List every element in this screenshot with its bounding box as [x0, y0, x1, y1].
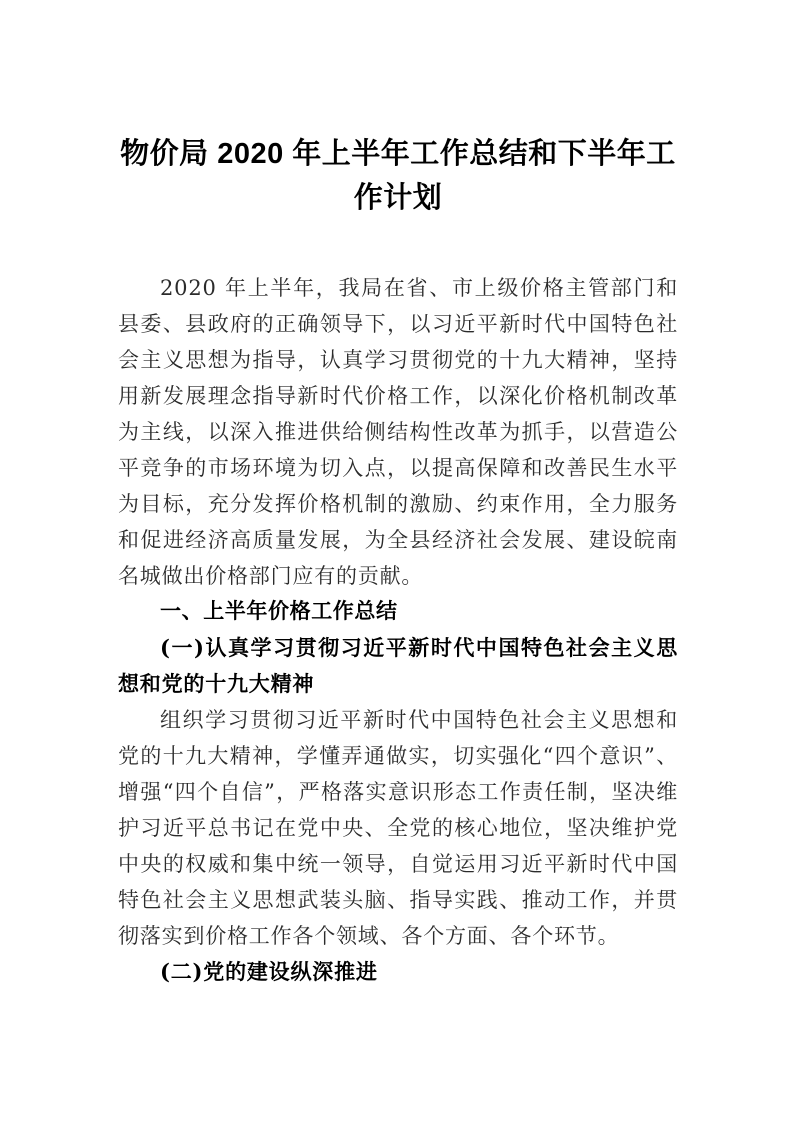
subsection-heading-1: (一)认真学习贯彻习近平新时代中国特色社会主义思想和党的十九大精神 — [118, 635, 678, 696]
subsection-1-body: 组织学习贯彻习近平新时代中国特色社会主义思想和党的十九大精神，学懂弄通做实，切实强化“四个意识”、增强“四个自信”，严格落实意识形态工作责任制，坚决维护习近平总书记在党中央、全党的核心地位，坚决维护党中央的权威和集中统一领导，自觉运用习近平新时代中国特色社会主义思想武装头脑、指导实践、推动工作，并贯彻落实到价格工作各个领域、各个方面、各个环节。 — [118, 708, 678, 948]
document-title: 物价局 2020 年上半年工作总结和下半年工作计划 — [120, 138, 676, 214]
intro-paragraph: 2020 年上半年，我局在省、市上级价格主管部门和县委、县政府的正确领导下，以习近平新时代中国特色社会主义思想为指导，认真学习贯彻党的十九大精神，坚持用新发展理念指导新时代价格工作，以深化价格机制改革为主线，以深入推进供给侧结构性改革为抓手，以营造公平竞争的市场环境为切入点，以提高保障和改善民生水平为目标，充分发挥价格机制的激励、约束作用，全力服务和促进经济高质量发展，为全县经济社会发展、建设皖南名城做出价格部门应有的贡献。 — [118, 276, 678, 588]
section-heading-1: 一、上半年价格工作总结 — [160, 600, 398, 623]
subsection-heading-2: (二)党的建设纵深推进 — [160, 959, 378, 984]
document-body — [118, 0, 678, 990]
